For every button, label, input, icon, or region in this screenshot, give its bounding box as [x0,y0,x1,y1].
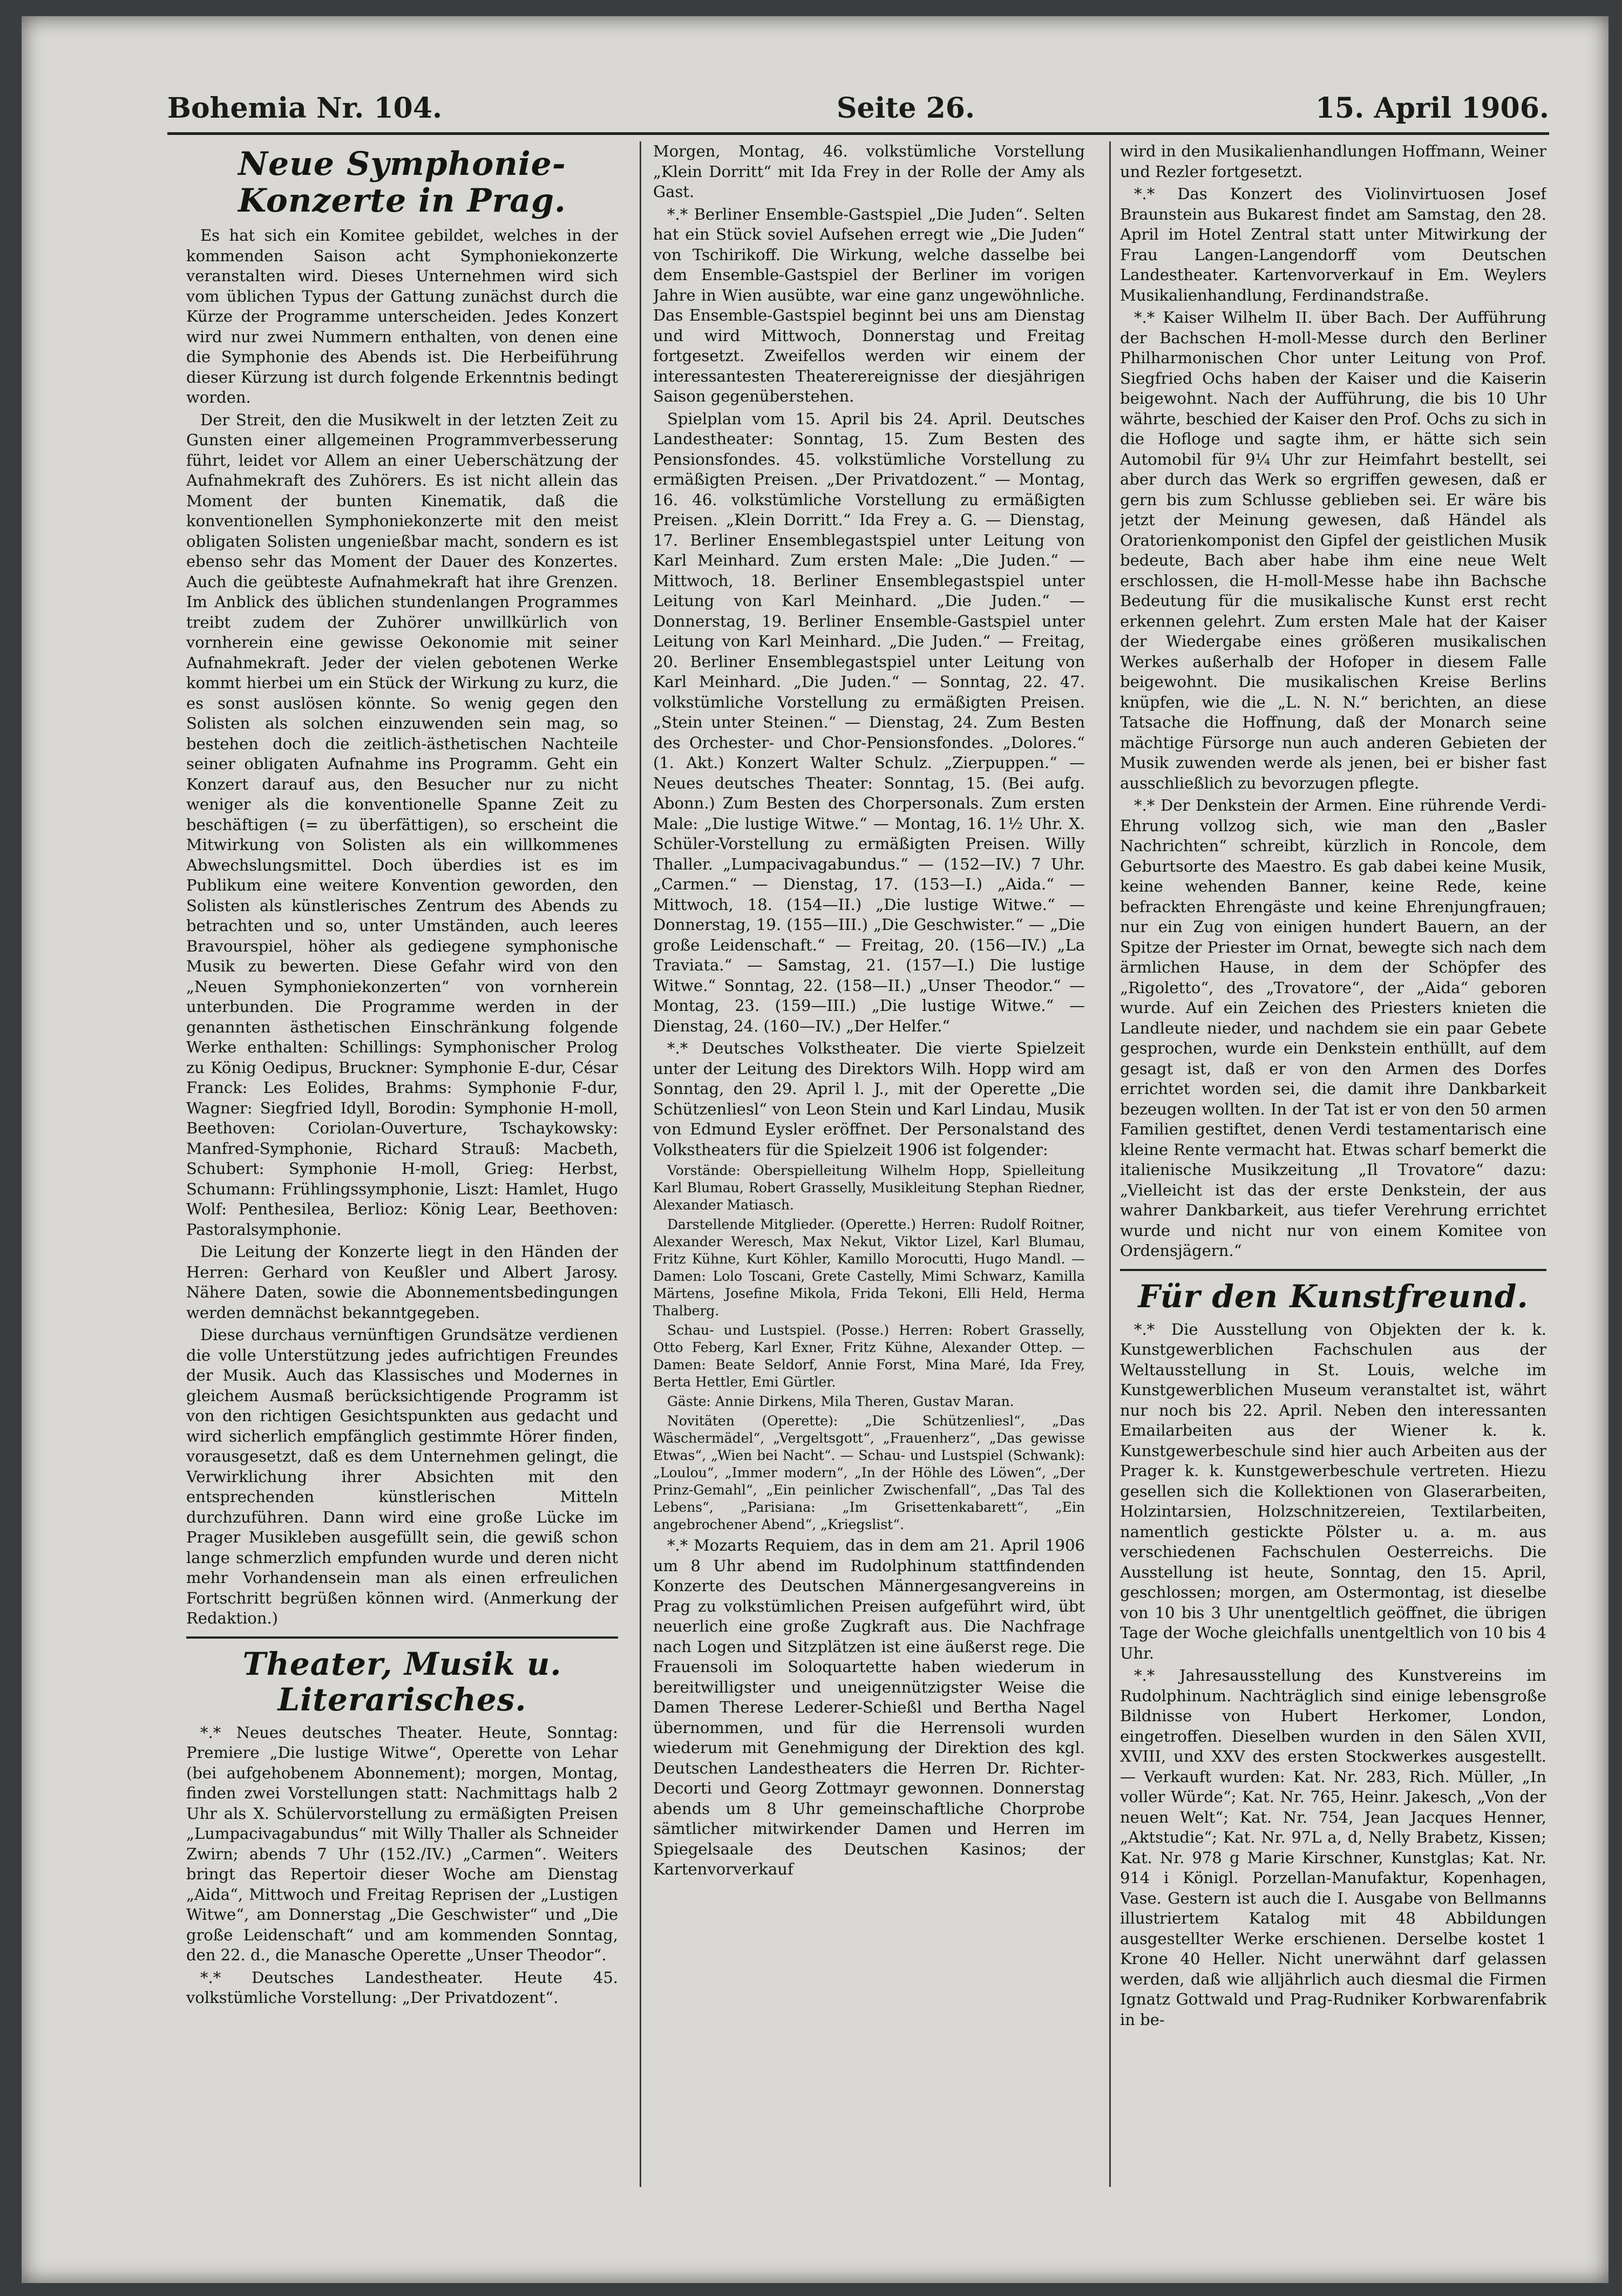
section-title: Für den Kunstfreund. [1138,1278,1529,1315]
publication-name: Bohemia Nr. 104. [167,92,443,125]
header-rule [167,132,1549,135]
paragraph: Morgen, Montag, 46. volkstümliche Vorstellung „Klein Dorritt“ mit Ida Frey in der Rolle der Amy als Gast. [653,142,1085,201]
paragraph: Es hat sich ein Komitee gebildet, welches in der kommenden Saison acht Symphoniekonzerte veranstalten wird. Dieses Unternehmen wird sich vom üblichen Typus der Gattung zunächst durch die Kürze der Programme unterscheiden. Jedes Konzert wird nur zwei Nummern enthalten, von denen eine die Symphonie des Abends ist. Die Herbeiführung dieser Kürzung ist durch folgende Erkenntnis bedingt worden. [186,226,618,406]
paragraph: *.* Mozarts Requiem, das in dem am 21. April 1906 um 8 Uhr abend im Rudolphinum stattfindenden Konzerte des Deutschen Männergesangvereins in Prag zu volkstümlichen Preisen aufgeführt wird, übt neuerlich eine große Zugkraft aus. Die Nachfrage nach Logen und Sitzplätzen ist eine äußerst rege. Die Frauensoli im Soloquartette haben wiederum in bereitwilligster und uneigennützigster Weise die Damen Therese Lederer-Schießl und Bertha Nagel übernommen, und für die Herrensoli wurden wiederum mit Genehmigung der Direktion des kgl. Deutschen Landestheaters die Herren Dr. Richter-Decorti und Georg Zottmayr gewonnen. Donnerstag abends um 8 Uhr gemeinschaftliche Chorprobe sämtlicher mitwirkender Damen und Herren im Spiegelsaale des Deutschen Kasinos; der Kartenvorverkauf [653,1536,1085,1878]
page-header [167,92,1549,130]
paragraph: Novitäten (Operette): „Die Schützenliesl“, „Das Wäschermädel“, „Vergeltsgott“, „Frauenherz“, „Das gewisse Etwas“, „Wien bei Nacht“. — Schau- und Lustspiel (Schwank): „Loulou“, „Immer modern“, „In der Höhle des Löwen“, „Der Prinz-Gemahl“, „Ein peinlicher Zwischenfall“, „Das Tal des Lebens“, „Parisiana: „Im Grisettenkabarett“, „Ein angebrochener Abend“, „Kriegslist“. [653,1413,1085,1532]
column-2 [653,141,1085,2187]
paragraph: *.* Die Ausstellung von Objekten der k. k. Kunstgewerblichen Fachschulen aus der Weltausstellung in St. Louis, welche im Kunstgewerblichen Museum veranstaltet ist, währt nur noch bis 22. April. Neben den interessanten Emailarbeiten aus der Wiener k. k. Kunstgewerbeschule sind hier auch Arbeiten aus der Prager k. k. Kunstgewerbeschule vertreten. Hiezu gesellen sich die Kollektionen von Glaserarbeiten, Holzintarsien, Holzschnitzereien, Textilarbeiten, namentlich gestickte Pölster u. a. m. aus verschiedenen Fachschulen Oesterreichs. Die Ausstellung ist heute, Sonntag, den 15. April, geschlossen; morgen, am Ostermontag, ist dieselbe von 10 bis 3 Uhr unentgeltlich geöffnet, die übrigen Tage der Woche gleichfalls unentgeltlich von 10 bis 4 Uhr. [1120,1320,1546,1662]
column-3 [1120,141,1546,2187]
section-rule [186,1636,618,1639]
column-divider [640,141,641,2187]
section-title: Theater, Musik u. Literarisches. [242,1645,562,1718]
paragraph: Schau- und Lustspiel. (Posse.) Herren: Robert Grasselly, Otto Feberg, Karl Exner, Fritz Kühne, Alexander Ottep. — Damen: Beate Seldorf, Annie Forst, Mina Maré, Ida Frey, Berta Hettler, Emi Gürtler. [653,1322,1085,1390]
page-number: Seite 26. [837,92,975,125]
paragraph: *.* Jahresausstellung des Kunstvereins im Rudolphinum. Nachträglich sind einige lebensgroße Bildnisse von Hubert Herkomer, London, eingetroffen. Dieselben wurden in den Sälen XVII, XVIII, und XXV des ersten Stockwerkes ausgestellt. — Verkauft wurden: Kat. Nr. 283, Rich. Müller, „In voller Würde“; Kat. Nr. 765, Heinr. Jakesch, „Von der neuen Welt“; Kat. Nr. 754, Jean Jacques Henner, „Aktstudie“; Kat. Nr. 97L a, d, Nelly Brabetz, Kissen; Kat. Nr. 978 g Marie Kirschner, Kunstglas; Kat. Nr. 914 i Königl. Porzellan-Manufaktur, Kopenhagen, Vase. Gestern ist auch die I. Ausgabe von Bellmanns illustriertem Katalog mit 48 Abbildungen ausgestellter Werke erschienen. Derselbe kostet 1 Krone 40 Heller. Nicht unerwähnt darf gelassen werden, daß wie alljährlich auch diesmal die Firmen Ignatz Gottwald und Prag-Rudniker Korbwarenfabrik in be- [1120,1666,1546,2029]
paragraph: Darstellende Mitglieder. (Operette.) Herren: Rudolf Roitner, Alexander Weresch, Max Nekut, Viktor Lizel, Karl Blumau, Fritz Kühne, Kurt Köhler, Kamillo Morocutti, Hugo Mandl. — Damen: Lolo Toscani, Grete Castelly, Mimi Schwarz, Kamilla Märtens, Josefine Mikola, Frida Tekoni, Elli Held, Herma Thalberg. [653,1217,1085,1319]
paragraph: *.* Berliner Ensemble-Gastspiel „Die Juden“. Selten hat ein Stück soviel Aufsehen erregt wie „Die Juden“ von Tschirikoff. Die Wirkung, welche dasselbe bei dem Ensemble-Gastspiel der Berliner im vorigen Jahre in Wien ausübte, war eine ganz ungewöhnliche. Das Ensemble-Gastspiel beginnt bei uns am Dienstag und wird Mittwoch, Donnerstag und Freitag fortgesetzt. Zweifellos werden wir einem der interessantesten Theaterereignisse der diesjährigen Saison gegenüberstehen. [653,205,1085,405]
paragraph: *.* Deutsches Landestheater. Heute 45. volkstümliche Vorstellung: „Der Privatdozent“. [186,1968,618,2007]
paragraph: *.* Das Konzert des Violinvirtuosen Josef Braunstein aus Bukarest findet am Samstag, den 28. April im Hotel Zentral statt unter Mitwirkung der Frau Langen-Langendorff vom Deutschen Landestheater. Kartenvorverkauf in Em. Weylers Musikalienhandlung, Ferdinandstraße. [1120,185,1546,304]
column-divider [1109,141,1111,2187]
paragraph: *.* Deutsches Volkstheater. Die vierte Spielzeit unter der Leitung des Direktors Wilh. Hopp wird am Sonntag, den 29. April l. J., mit der Operette „Die Schützenliesl“ von Leon Stein und Karl Lindau, Musik von Edmund Eysler eröffnet. Der Personalstand des Volkstheaters für die Spielzeit 1906 ist folgender: [653,1039,1085,1159]
column-1 [186,141,618,2187]
paragraph: *.* Der Denkstein der Armen. Eine rührende Verdi-Ehrung vollzog sich, wie man den „Basler Nachrichten“ schreibt, kürzlich in Roncole, dem Geburtsorte des Maestro. Es gab dabei keine Musik, keine wehenden Banner, keine Rede, keine befrackten Ehrengäste und keine Ehrenjungfrauen; nur ein Zug von einigen hundert Bauern, an der Spitze der Priester im Ornat, bewegte sich nach dem ärmlichen Hause, in dem der Schöpfer des „Rigoletto“, des „Trovatore“, der „Aida“ geboren wurde. Auf ein Zeichen des Priesters knieten die Landleute nieder, und nachdem sie ein paar Gebete gesprochen, wurde ein Denkstein enthüllt, auf dem gesagt ist, daß er von den Armen des Dorfes errichtet worden sei, die damit ihre Dankbarkeit bezeugen wollten. In der Tat ist er von den 50 armen Familien gestiftet, denen Verdi testamentarisch eine kleine Rente vermacht hat. Etwas scharf bemerkt die italienische Musikzeitung „Il Trovatore“ dazu: „Vielleicht ist das der erste Denkstein, der aus wahrer Dankbarkeit, aus tiefer Verehrung errichtet wurde und nicht nur von einem Komitee von Ordensjägern.“ [1120,796,1546,1260]
issue-date: 15. April 1906. [1315,92,1549,125]
paragraph: Der Streit, den die Musikwelt in der letzten Zeit zu Gunsten einer allgemeinen Programmverbesserung führt, leidet vor Allem an einer Ueberschätzung der Aufnahmekraft des Zuhörers. Es ist nicht allein das Moment der bunten Kinematik, daß die konventionellen Symphoniekonzerte mit den meist obligaten Solisten ungenießbar macht, sondern es ist ebenso sehr das Moment der Dauer des Konzertes. Auch die geübteste Aufnahmekraft hat ihre Grenzen. Im Anblick des üblichen stundenlangen Programmes treibt zudem der Zuhörer unwillkürlich von vornherein eine gewisse Oekonomie mit seiner Aufnahmekraft. Jeder der vielen gebotenen Werke kommt hierbei um ein Stück der Wirkung zu kurz, die es sonst auslösen könnte. So wenig gegen den Solisten als solchen einzuwenden sein mag, so bestehen doch die zeitlich-ästhetischen Nachteile seiner obligaten Aufnahme ins Programm. Geht ein Konzert darauf aus, den Besucher nur zu nicht weniger als die konventionelle Spanne Zeit zu beschäftigen (= zu überfättigen), so erscheint die Mitwirkung von Solisten als ein willkommenes Abwechslungsmittel. Doch überdies ist es im Publikum eine weitere Konvention geworden, den Solisten als künstlerisches Zentrum des Abends zu betrachten und so, unter Umständen, auch leeres Bravourspiel, höher als gediegene symphonische Musik zu bewerten. Diese Gefahr wird von den „Neuen Symphoniekonzerten“ von vornherein unterbunden. Die Programme werden in der genannten ästhetischen Einschränkung folgende Werke enthalten: Schillings: Symphonischer Prolog zu König Oedipus, Bruckner: Symphonie E-dur, César Franck: Les Eolides, Brahms: Symphonie F-dur, Wagner: Siegfried Idyll, Borodin: Symphonie H-moll, Beethoven: Coriolan-Ouverture, Tschaykowsky: Manfred-Symphonie, Richard Strauß: Macbeth, Schubert: Symphonie H-moll, Grieg: Herbst, Schumann: Frühlingssymphonie, Liszt: Hamlet, Hugo Wolf: Penthesilea, Berlioz: König Lear, Beethoven: Pastoralsymphonie. [186,410,618,1239]
paragraph: Die Leitung der Konzerte liegt in den Händen der Herren: Gerhard von Keußler und Albert Jarosy. Nähere Daten, sowie die Abonnementsbedingungen werden demnächst bekanntgegeben. [186,1242,618,1322]
paragraph: Spielplan vom 15. April bis 24. April. Deutsches Landestheater: Sonntag, 15. Zum Besten des Pensionsfondes. 45. volkstümliche Vorstellung zu ermäßigten Preisen. „Der Privatdozent.“ — Montag, 16. 46. volkstümliche Vorstellung zu ermäßigten Preisen. „Klein Dorritt.“ Ida Frey a. G. — Dienstag, 17. Berliner Ensemblegastspiel unter Leitung von Karl Meinhard. Zum ersten Male: „Die Juden.“ — Mittwoch, 18. Berliner Ensemblegastspiel unter Leitung von Karl Meinhard. „Die Juden.“ — Donnerstag, 19. Berliner Ensemble-Gastspiel unter Leitung von Karl Meinhard. „Die Juden.“ — Freitag, 20. Berliner Ensemblegastspiel unter Leitung von Karl Meinhard. „Die Juden.“ — Sonntag, 22. 47. volkstümliche Vorstellung zu ermäßigten Preisen. „Stein unter Steinen.“ — Dienstag, 24. Zum Besten des Orchester- und Chor-Pensionsfondes. „Dolores.“ (1. Akt.) Konzert Walter Schulz. „Zierpuppen.“ — Neues deutsches Theater: Sonntag, 15. (Bei aufg. Abonn.) Zum Besten des Chorpersonals. Zum ersten Male: „Die lustige Witwe.“ — Montag, 16. 1½ Uhr. X. Schüler-Vorstellung zu ermäßigten Preisen. Willy Thaller. „Lumpacivagabundus.“ — (152—IV.) 7 Uhr. „Carmen.“ — Dienstag, 17. (153—I.) „Aida.“ — Mittwoch, 18. (154—II.) „Die lustige Witwe.“ — Donnerstag, 19. (155—III.) „Die Geschwister.“ — „Die große Leidenschaft.“ — Freitag, 20. (156—IV.) „La Traviata.“ — Samstag, 21. (157—I.) Die lustige Witwe.“ Sonntag, 22. (158—II.) „Unser Theodor.“ — Montag, 23. (159—III.) „Die lustige Witwe.“ — Dienstag, 24. (160—IV.) „Der Helfer.“ [653,409,1085,1035]
paragraph: *.* Neues deutsches Theater. Heute, Sonntag: Premiere „Die lustige Witwe“, Operette von Lehar (bei aufgehobenem Abonnement); morgen, Montag, finden zwei Vorstellungen statt: Nachmittags halb 2 Uhr als X. Schülervorstellung zu ermäßigten Preisen „Lumpacivagabundus“ mit Willy Thaller als Schneider Zwirn; abends 7 Uhr (152./IV.) „Carmen“. Weiters bringt das Repertoir dieser Woche am Dienstag „Aida“, Mittwoch und Freitag Reprisen der „Lustigen Witwe“, am Donnerstag „Die Geschwister“ und „Die große Leidenschaft“ und am kommenden Sonntag, den 22. d., die Manasche Operette „Unser Theodor“. [186,1723,618,1964]
paragraph: Diese durchaus vernünftigen Grundsätze verdienen die volle Unterstützung jedes aufrichtigen Freundes der Musik. Auch das Klassisches und Modernes in gleichem Ausmaß berücksichtigende Programm ist von den richtigen Gesichtspunkten aus gedacht und wird sicherlich empfänglich gestimmte Hörer finden, vorausgesetzt, daß es dem Unternehmen gelingt, die Verwirklichung ihrer Absichten mit den entsprechenden künstlerischen Mitteln durchzuführen. Dann wird eine große Lücke im Prager Musikleben ausgefüllt sein, die gewiß schon lange schmerzlich empfunden wurde und deren nicht mehr Vorhandensein man als einen erfreulichen Fortschritt begrüßen können wird. (Anmerkung der Redaktion.) [186,1326,618,1627]
paragraph: Vorstände: Oberspielleitung Wilhelm Hopp, Spielleitung Karl Blumau, Robert Grasselly, Musikleitung Stephan Riedner, Alexander Matiasch. [653,1163,1085,1213]
paragraph: Gäste: Annie Dirkens, Mila Theren, Gustav Maran. [667,1394,1014,1409]
section-rule [1120,1269,1546,1271]
paragraph: *.* Kaiser Wilhelm II. über Bach. Der Aufführung der Bachschen H-moll-Messe durch den Berliner Philharmonischen Chor unter Leitung von Prof. Siegfried Ochs haben der Kaiser und die Kaiserin beigewohnt. Nach der Aufführung, die bis 10 Uhr währte, beschied der Kaiser den Prof. Ochs zu sich in die Hofloge und sagte ihm, er hätte sich sein Automobil für 9¼ Uhr zur Heimfahrt bestellt, sei aber durch das Werk so ergriffen gewesen, daß er gern bis zum Schlusse geblieben sei. Er wäre bis jetzt der Meinung gewesen, daß Händel als Oratorienkomponist den Gipfel der geistlichen Musik bedeute, Bach aber habe ihm eine neue Welt erschlossen, die H-moll-Messe habe ihn Bachsche Bedeutung für die musikalische Kunst erst recht erkennen gelehrt. Zum ersten Male hat der Kaiser der Wiedergabe eines größeren musikalischen Werkes außerhalb der Hofoper in diesem Falle beigewohnt. Die musikalischen Kreise Berlins knüpfen, wie die „L. N. N.“ berichten, an diese Tatsache die Hoffnung, daß der Monarch seine mächtige Fürsorge nun auch anderen Gebieten der Musik zuwenden werde als jenen, bei er bisher fast ausschließlich zu bevorzugen pflegte. [1120,308,1546,792]
article-title: Neue Symphonie-Konzerte in Prag. [238,145,566,220]
paragraph: wird in den Musikalienhandlungen Hoffmann, Weiner und Rezler fortgesetzt. [1120,142,1546,181]
